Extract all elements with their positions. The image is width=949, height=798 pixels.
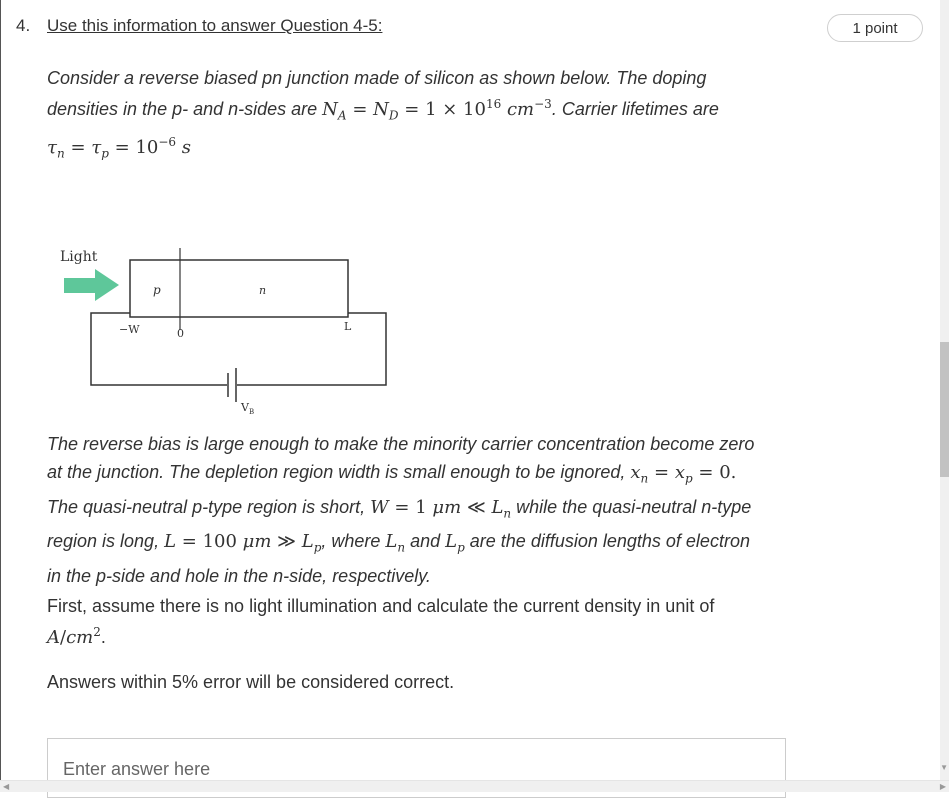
w-equation: W = 1 μm ≪ $L_n$ bbox=[370, 496, 512, 521]
body-line-1: The reverse bias is large enough to make the minority carrier concentration become zero bbox=[47, 434, 755, 454]
intro-line-2: densities in the p- and n-sides are $N_A = N_D = 1 \times 10^{16}$ $cm^{-3}$. Carrier lifetimes are bbox=[47, 97, 719, 123]
scroll-right-icon[interactable]: ▶ bbox=[939, 782, 946, 791]
junction-block bbox=[130, 260, 348, 317]
intro-paragraph bbox=[47, 65, 787, 166]
error-note: Answers within 5% error will be considered correct. bbox=[47, 672, 455, 692]
zero-label: 0 bbox=[177, 327, 184, 340]
depletion-equation: $x_n = x_p = 0$. bbox=[630, 462, 737, 486]
scroll-down-icon[interactable]: ▼ bbox=[940, 763, 948, 772]
points-badge: 1 point bbox=[827, 14, 923, 42]
p-label: p bbox=[153, 283, 161, 297]
body-line-5: in the p-side and hole in the n-side, respectively. bbox=[47, 565, 431, 586]
doping-equation: $N_A = N_D = 1 \times 10^{16}$ $cm^{-3}$ bbox=[322, 97, 552, 123]
unit-equation: $A/cm^2$ bbox=[47, 625, 101, 648]
intro-line-1: Consider a reverse biased pn junction made of silicon as shown below. The doping bbox=[47, 68, 707, 88]
task-line-2: $A/cm^2$. bbox=[47, 625, 106, 648]
horizontal-scrollbar[interactable] bbox=[0, 780, 949, 792]
page-left-border bbox=[0, 0, 1, 780]
n-label: n bbox=[259, 284, 267, 297]
task-line-1: First, assume there is no light illumination and calculate the current density in unit of bbox=[47, 596, 715, 616]
intro-line-3 bbox=[47, 129, 787, 167]
vb-label: $V_B$ bbox=[241, 401, 255, 416]
light-label: Light bbox=[60, 249, 98, 265]
body-line-4: region is long, L = 100 μm ≫ $L_p$, where $L_n$ and $L_p$ are the diffusion lengths of electron bbox=[47, 531, 750, 555]
light-arrow-icon bbox=[64, 269, 119, 301]
vertical-scroll-thumb[interactable] bbox=[940, 342, 949, 477]
answer-input[interactable] bbox=[48, 739, 785, 780]
pn-junction-diagram bbox=[55, 240, 400, 425]
task-paragraph bbox=[47, 593, 787, 651]
body-line-3: The quasi-neutral p-type region is short, W = 1 μm ≪ $L_n$ while the quasi-neutral n-type bbox=[47, 496, 752, 521]
l-label: L bbox=[344, 320, 352, 333]
l-equation: L = 100 μm ≫ $L_p$ bbox=[164, 531, 322, 555]
body-line-2: at the junction. The depletion region width is small enough to be ignored, $x_n = x_p = 0$. bbox=[47, 462, 737, 486]
lifetime-equation: $\tau_n = \tau_p = 10^{-6}$ s bbox=[47, 134, 192, 161]
question-number: 4. bbox=[16, 16, 31, 35]
minus-w-label: −W bbox=[119, 323, 140, 336]
body-paragraph bbox=[47, 430, 787, 590]
question-title: Use this information to answer Question 4-5: bbox=[47, 16, 383, 35]
scroll-left-icon[interactable]: ◀ bbox=[3, 782, 10, 791]
